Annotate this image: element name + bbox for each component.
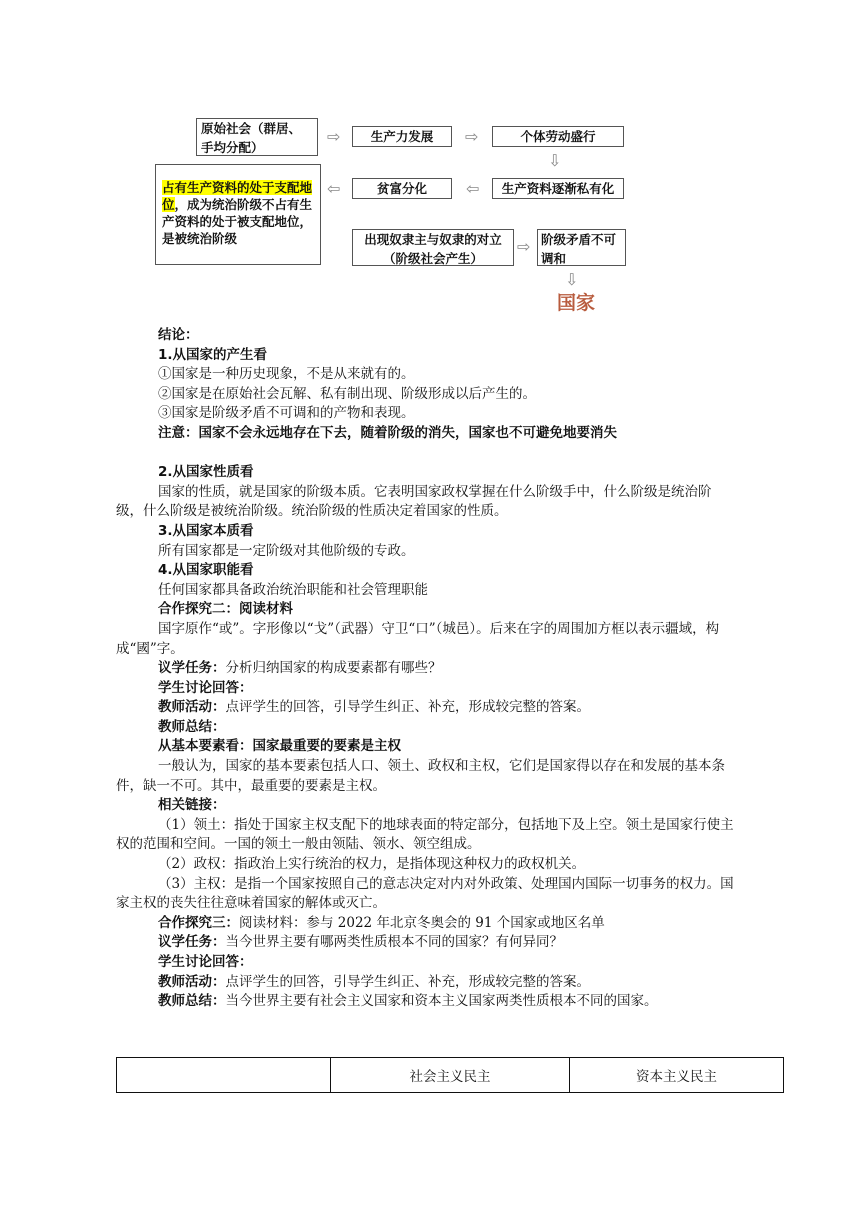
label: 议学任务：	[158, 660, 226, 677]
wealth-gap-text: 贫富分化	[376, 181, 427, 196]
paragraph: ①国家是一种历史现象，不是从来就有的。	[158, 366, 415, 383]
section-heading: 4.从国家职能看	[158, 562, 254, 579]
comparison-table	[116, 1057, 784, 1093]
paragraph: 所有国家都是一定阶级对其他阶级的专政。	[158, 542, 415, 559]
class-division-box	[155, 164, 321, 265]
table-cell	[117, 1058, 331, 1093]
productivity-text: 生产力发展	[370, 129, 434, 144]
paragraph: 任何国家都具备政治统治职能和社会管理职能	[158, 581, 428, 598]
arrow-down-icon: ⇩	[548, 151, 562, 170]
arrow-right-icon: ⇨	[327, 127, 341, 146]
slave-conflict-box	[352, 229, 514, 266]
wealth-gap-box	[352, 178, 452, 199]
paragraph: 一般认为，国家的基本要素包括人口、领土、政权和主权，它们是国家得以存在和发展的基本条件，缺一不可。其中，最重要的要素是主权。	[116, 758, 725, 794]
conclusion-heading: 结论：	[158, 327, 199, 343]
individual-labor-box	[492, 126, 624, 147]
paragraph: 点评学生的回答，引导学生纠正、补充，形成较完整的答案。	[225, 973, 590, 990]
label: 相关链接：	[158, 797, 226, 814]
paragraph: ②国家是在原始社会瓦解、私有制出现、阶级形成以后产生的。	[158, 385, 536, 402]
label: 教师总结：	[158, 993, 226, 1010]
arrow-right-icon: ⇨	[465, 127, 479, 146]
ruling-class-highlight: 占有生产资料的处于支配地位	[162, 180, 313, 212]
table-cell: 社会主义民主	[331, 1058, 570, 1093]
primitive-society-box	[196, 118, 318, 156]
activity-heading: 合作探究二：阅读材料	[158, 601, 293, 618]
paragraph: 阅读材料：参与 2022 年北京冬奥会的 91 个国家或地区名单	[239, 914, 605, 931]
paragraph: 国字原作“或”。字形像以“戈”（武器）守卫“口”（城邑）。后来在字的周围加方框以表示疆域，构成“國”字。	[116, 620, 720, 657]
class-division-text: ，成为统治阶级不占有生产资料的处于被支配地位，是被统治阶级	[162, 197, 313, 246]
paragraph: （1）领土：指处于国家主权支配下的地球表面的特定部分，包括地下及上空。领土是国家行使主权的范围和空间。一国的领土一般由领陆、领水、领空组成。	[116, 816, 734, 853]
paragraph: 国家的性质，就是国家的阶级本质。它表明国家政权掌握在什么阶级手中，什么阶级是统治阶级，什么阶级是被统治阶级。统治阶级的性质决定着国家的性质。	[116, 483, 712, 520]
paragraph: 当今世界主要有哪两类性质根本不同的国家？有何异同？	[225, 934, 563, 951]
table-row	[117, 1058, 784, 1093]
section-heading: 1.从国家的产生看	[158, 346, 268, 363]
paragraph: 点评学生的回答，引导学生纠正、补充，形成较完整的答案。	[225, 699, 590, 716]
arrow-right-icon: ⇨	[517, 237, 531, 256]
paragraph: 当今世界主要有社会主义国家和资本主义国家两类性质根本不同的国家。	[225, 993, 658, 1010]
paragraph: ③国家是阶级矛盾不可调和的产物和表现。	[158, 405, 415, 422]
label: 学生讨论回答：	[158, 679, 253, 696]
paragraph: 分析归纳国家的构成要素都有哪些？	[225, 660, 442, 677]
primitive-society-text: 原始社会（群居、手均分配）	[201, 121, 302, 155]
section-heading: 从基本要素看：国家最重要的要素是主权	[158, 738, 401, 755]
section-heading: 3.从国家本质看	[158, 522, 254, 539]
label: 教师活动：	[158, 973, 226, 990]
arrow-left-icon: ⇦	[327, 179, 341, 198]
class-contradiction-text: 阶级矛盾不可调和	[541, 232, 617, 266]
slave-conflict-text: 出现奴隶主与奴隶的对立（阶级社会产生）	[364, 232, 502, 266]
label: 议学任务：	[158, 934, 226, 951]
paragraph: （2）政权：指政治上实行统治的权力，是指体现这种权力的政权机关。	[158, 856, 586, 873]
label: 教师活动：	[158, 699, 226, 716]
label: 学生讨论回答：	[158, 954, 253, 970]
privatization-box	[492, 178, 624, 199]
label: 教师总结：	[158, 718, 226, 735]
productivity-box	[352, 126, 452, 147]
note-line: 注意：国家不会永远地存在下去，随着阶级的消失，国家也不可避免地要消失	[158, 424, 617, 441]
privatization-text: 生产资料逐渐私有化	[501, 181, 615, 196]
section-heading: 2.从国家性质看	[158, 464, 254, 481]
class-contradiction-box	[537, 229, 626, 266]
individual-labor-text: 个体劳动盛行	[520, 129, 596, 144]
table-cell: 资本主义民主	[570, 1058, 784, 1093]
arrow-down-icon: ⇩	[565, 270, 579, 289]
activity-heading: 合作探究三：	[158, 914, 239, 931]
state-label: 国家	[557, 292, 596, 314]
arrow-left-icon: ⇦	[466, 179, 480, 198]
paragraph: （3）主权：是指一个国家按照自己的意志决定对内对外政策、处理国内国际一切事务的权力。国家主权的丧失往往意味着国家的解体或灭亡。	[116, 875, 734, 912]
document-body	[116, 326, 738, 1012]
